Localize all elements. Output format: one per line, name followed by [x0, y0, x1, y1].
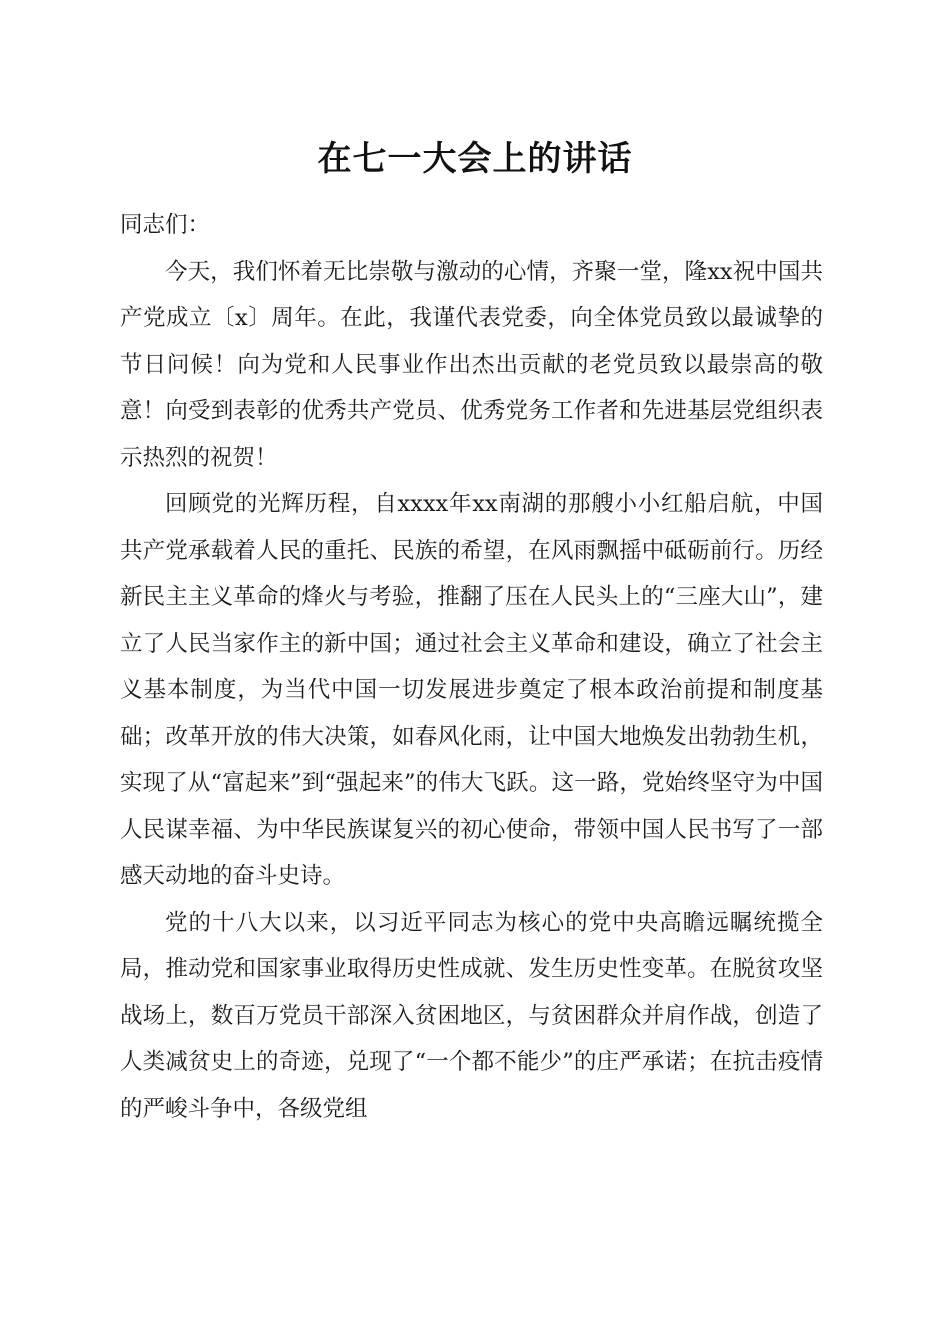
paragraph-achievements: 党的十八大以来，以习近平同志为核心的党中央高瞻远瞩统揽全局，推动党和国家事业取得历史性成就、发生历史性变革。在脱贫攻坚战场上，数百万党员干部深入贫困地区，与贫困群众并肩作战，创造了人类减贫史上的奇迹，兑现了“一个都不能少”的庄严承诺；在抗击疫情的严峻斗争中，各级党组 [120, 909, 823, 1122]
paragraph-opening: 今天，我们怀着无比崇敬与激动的心情，齐聚一堂，隆xx祝中国共产党成立〔x〕周年。在此，我谨代表党委，向全体党员致以最诚挚的节日问候！向为党和人民事业作出杰出贡献的老党员致以最崇高的敬意！向受到表彰的优秀共产党员、优秀党务工作者和先进基层党组织表示热烈的祝贺！ [120, 258, 823, 471]
document-body [120, 202, 823, 1132]
paragraph-history: 回顾党的光辉历程，自xxxx年xx南湖的那艘小小红船启航，中国共产党承载着人民的重托、民族的希望，在风雨飘摇中砥砺前行。历经新民主主义革命的烽火与考验，推翻了压在人民头上的“三座大山”，建立了人民当家作主的新中国；通过社会主义革命和建设，确立了社会主义基本制度，为当代中国一切发展进步奠定了根本政治前提和制度基础；改革开放的伟大决策，如春风化雨，让中国大地焕发出勃勃生机，实现了从“富起来”到“强起来”的伟大飞跃。这一路，党始终坚守为中国人民谋幸福、为中华民族谋复兴的初心使命，带领中国人民书写了一部感天动地的奋斗史诗。 [120, 491, 823, 889]
document-title: 在七一大会上的讲话 [317, 139, 633, 179]
salutation: 同志们： [120, 212, 211, 238]
